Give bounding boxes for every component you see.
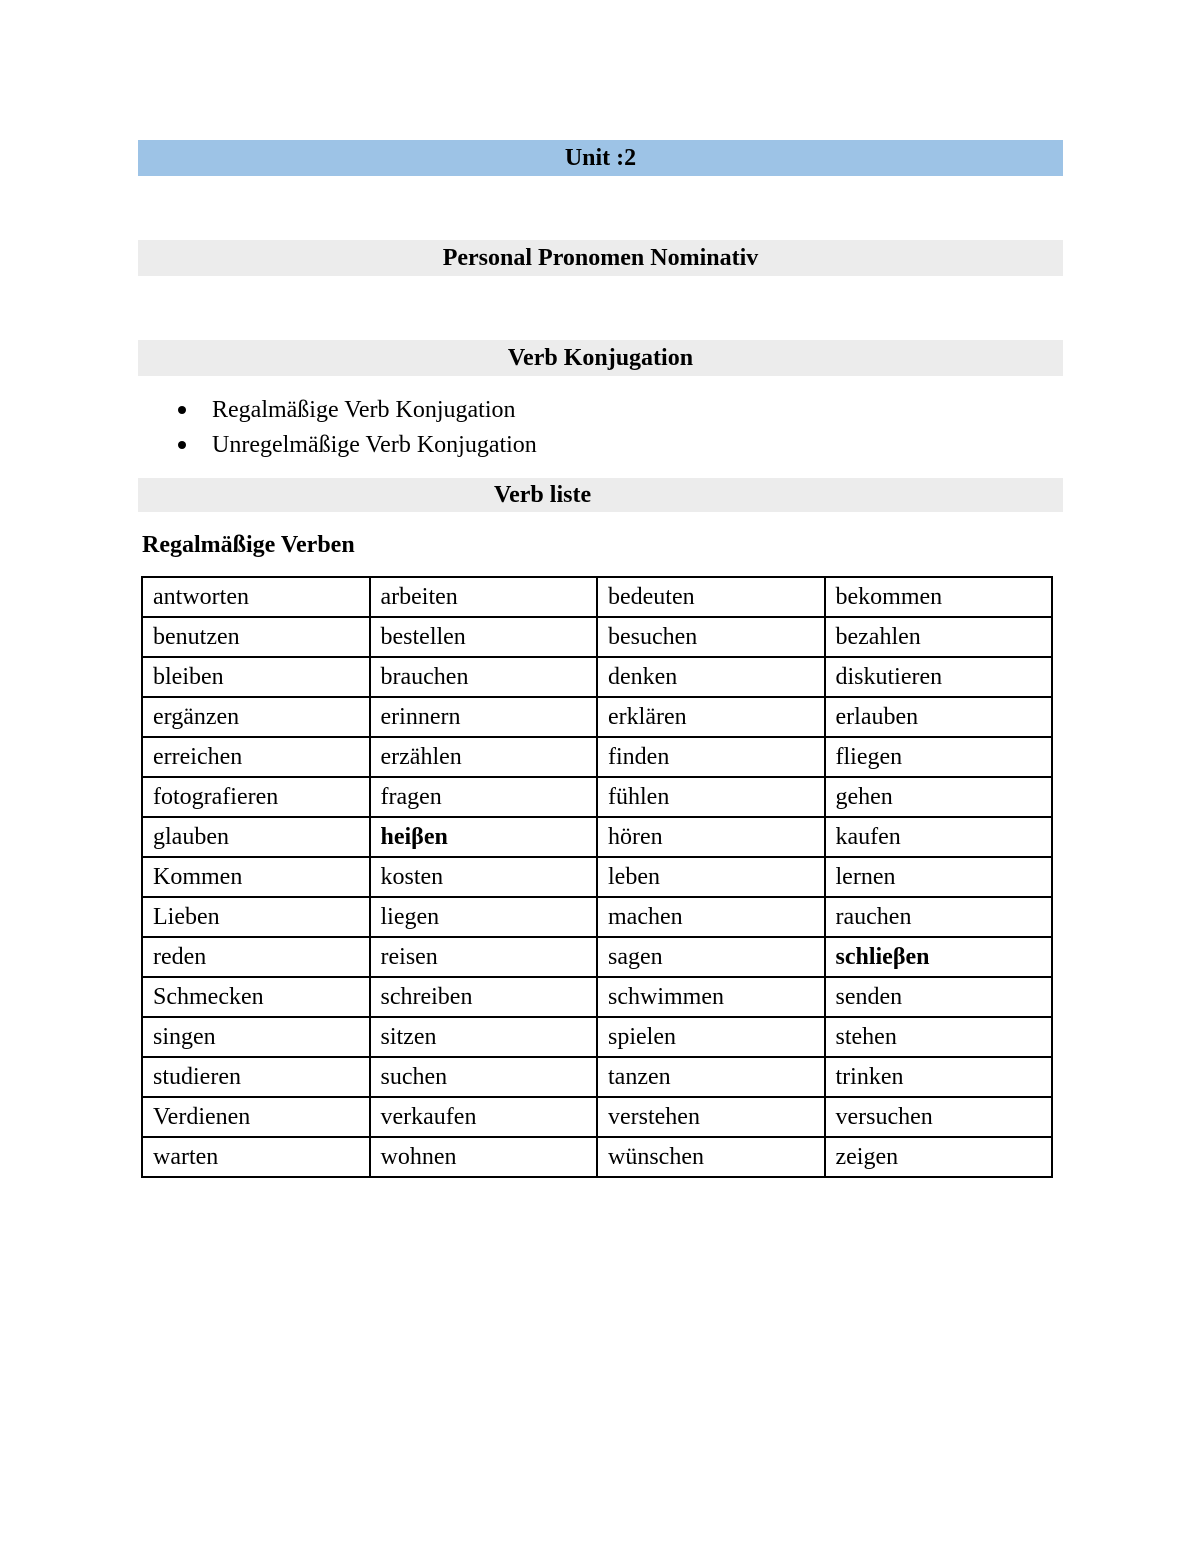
subheading-regular-verbs: Regalmäßige Verben xyxy=(142,532,355,558)
konjugation-list xyxy=(176,393,537,463)
table-cell: studieren xyxy=(142,1057,370,1097)
section-heading-konjugation: Verb Konjugation xyxy=(138,340,1063,376)
table-cell: schlieβen xyxy=(825,937,1053,977)
table-cell: wünschen xyxy=(597,1137,825,1177)
table-row xyxy=(142,977,1052,1017)
section-heading-verbliste-label: Verb liste xyxy=(494,478,591,512)
table-cell: besuchen xyxy=(597,617,825,657)
table-cell: benutzen xyxy=(142,617,370,657)
table-cell: singen xyxy=(142,1017,370,1057)
bullet-icon xyxy=(178,406,186,414)
table-cell: Verdienen xyxy=(142,1097,370,1137)
list-item-label: Regalmäßige Verb Konjugation xyxy=(212,397,516,423)
section-heading-pronomen: Personal Pronomen Nominativ xyxy=(138,240,1063,276)
table-cell: versuchen xyxy=(825,1097,1053,1137)
table-cell: verkaufen xyxy=(370,1097,598,1137)
table-cell: diskutieren xyxy=(825,657,1053,697)
table-cell: bedeuten xyxy=(597,577,825,617)
table-row xyxy=(142,617,1052,657)
table-cell: bezahlen xyxy=(825,617,1053,657)
table-cell: finden xyxy=(597,737,825,777)
list-item-label: Unregelmäßige Verb Konjugation xyxy=(212,432,537,458)
table-cell: gehen xyxy=(825,777,1053,817)
table-cell: bekommen xyxy=(825,577,1053,617)
table-cell: kosten xyxy=(370,857,598,897)
table-cell: glauben xyxy=(142,817,370,857)
table-row xyxy=(142,857,1052,897)
table-cell: antworten xyxy=(142,577,370,617)
table-row xyxy=(142,1097,1052,1137)
table-cell: wohnen xyxy=(370,1137,598,1177)
table-cell: verstehen xyxy=(597,1097,825,1137)
table-cell: erlauben xyxy=(825,697,1053,737)
table-cell: tanzen xyxy=(597,1057,825,1097)
table-cell: fühlen xyxy=(597,777,825,817)
table-row xyxy=(142,777,1052,817)
table-cell: schwimmen xyxy=(597,977,825,1017)
verb-table xyxy=(141,576,1053,1178)
table-row xyxy=(142,577,1052,617)
table-cell: machen xyxy=(597,897,825,937)
table-cell: bleiben xyxy=(142,657,370,697)
table-cell: lernen xyxy=(825,857,1053,897)
table-cell: Schmecken xyxy=(142,977,370,1017)
table-cell: heiβen xyxy=(370,817,598,857)
list-item xyxy=(176,393,537,428)
table-row xyxy=(142,937,1052,977)
table-cell: brauchen xyxy=(370,657,598,697)
table-cell: spielen xyxy=(597,1017,825,1057)
table-cell: fotografieren xyxy=(142,777,370,817)
table-cell: trinken xyxy=(825,1057,1053,1097)
table-cell: bestellen xyxy=(370,617,598,657)
list-item xyxy=(176,428,537,463)
table-cell: reden xyxy=(142,937,370,977)
table-cell: Lieben xyxy=(142,897,370,937)
table-row xyxy=(142,897,1052,937)
table-cell: reisen xyxy=(370,937,598,977)
table-cell: senden xyxy=(825,977,1053,1017)
table-cell: suchen xyxy=(370,1057,598,1097)
table-cell: warten xyxy=(142,1137,370,1177)
table-row xyxy=(142,817,1052,857)
table-cell: leben xyxy=(597,857,825,897)
table-cell: erreichen xyxy=(142,737,370,777)
table-cell: fliegen xyxy=(825,737,1053,777)
table-cell: erklären xyxy=(597,697,825,737)
table-row xyxy=(142,697,1052,737)
table-cell: schreiben xyxy=(370,977,598,1017)
table-cell: zeigen xyxy=(825,1137,1053,1177)
table-row xyxy=(142,1057,1052,1097)
table-row xyxy=(142,657,1052,697)
table-cell: ergänzen xyxy=(142,697,370,737)
section-heading-verbliste xyxy=(138,478,1063,512)
table-cell: kaufen xyxy=(825,817,1053,857)
table-cell: fragen xyxy=(370,777,598,817)
table-cell: arbeiten xyxy=(370,577,598,617)
table-cell: denken xyxy=(597,657,825,697)
table-cell: erinnern xyxy=(370,697,598,737)
table-row xyxy=(142,737,1052,777)
table-cell: erzählen xyxy=(370,737,598,777)
table-row xyxy=(142,1017,1052,1057)
table-cell: sagen xyxy=(597,937,825,977)
bullet-icon xyxy=(178,441,186,449)
unit-title: Unit :2 xyxy=(138,140,1063,176)
table-cell: Kommen xyxy=(142,857,370,897)
table-row xyxy=(142,1137,1052,1177)
table-cell: stehen xyxy=(825,1017,1053,1057)
table-cell: liegen xyxy=(370,897,598,937)
table-cell: hören xyxy=(597,817,825,857)
table-cell: rauchen xyxy=(825,897,1053,937)
table-cell: sitzen xyxy=(370,1017,598,1057)
